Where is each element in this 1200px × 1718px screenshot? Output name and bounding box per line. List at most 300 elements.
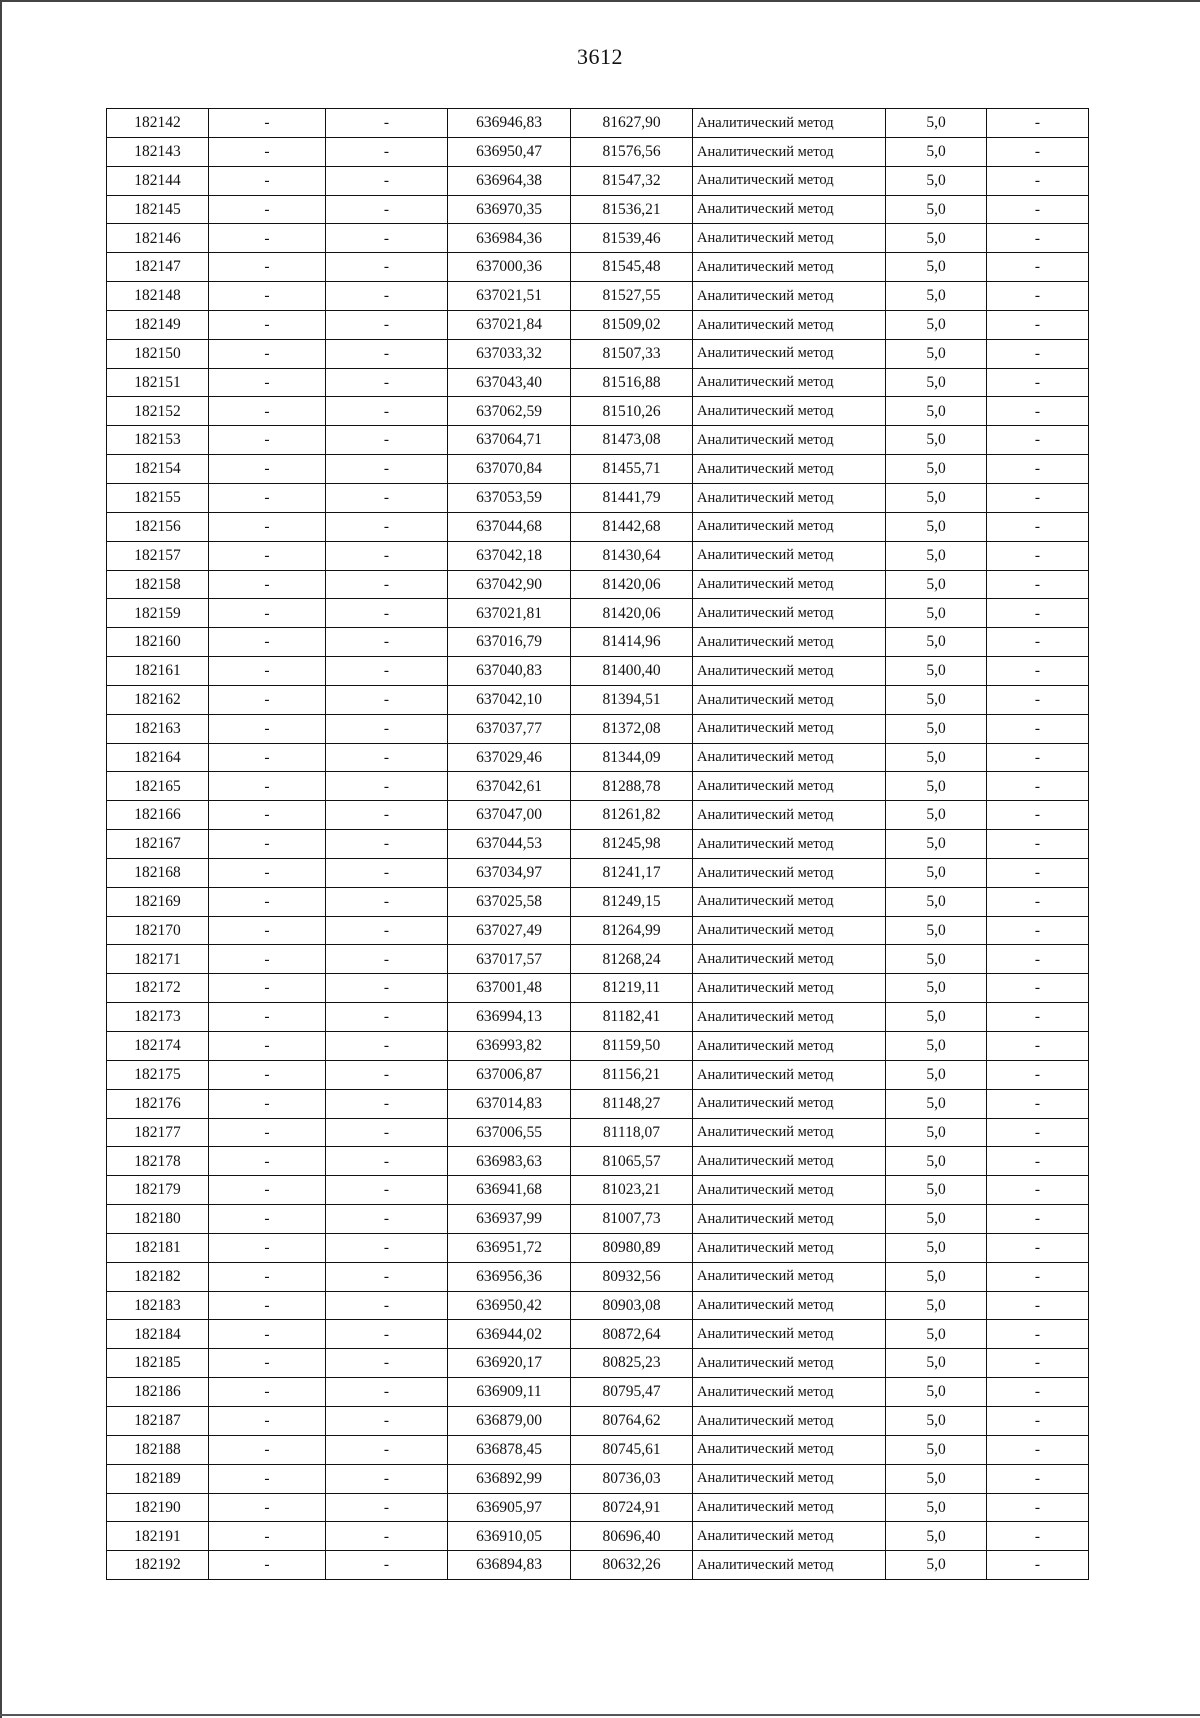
blank-cell-2: - bbox=[326, 426, 448, 455]
blank-cell-3: - bbox=[987, 483, 1089, 512]
x-coordinate-cell: 637027,49 bbox=[448, 916, 571, 945]
method-cell: Аналитический метод bbox=[693, 1176, 886, 1205]
blank-cell-1: - bbox=[209, 1522, 326, 1551]
x-coordinate-cell: 636956,36 bbox=[448, 1262, 571, 1291]
table-row bbox=[107, 310, 1089, 339]
blank-cell-1: - bbox=[209, 743, 326, 772]
point-number-cell: 182146 bbox=[107, 224, 209, 253]
blank-cell-3: - bbox=[987, 1060, 1089, 1089]
method-cell: Аналитический метод bbox=[693, 253, 886, 282]
blank-cell-3: - bbox=[987, 310, 1089, 339]
x-coordinate-cell: 637014,83 bbox=[448, 1089, 571, 1118]
y-coordinate-cell: 81473,08 bbox=[571, 426, 693, 455]
blank-cell-2: - bbox=[326, 1233, 448, 1262]
blank-cell-2: - bbox=[326, 310, 448, 339]
method-cell: Аналитический метод bbox=[693, 397, 886, 426]
accuracy-cell: 5,0 bbox=[886, 1522, 987, 1551]
point-number-cell: 182156 bbox=[107, 512, 209, 541]
x-coordinate-cell: 637017,57 bbox=[448, 945, 571, 974]
point-number-cell: 182176 bbox=[107, 1089, 209, 1118]
blank-cell-1: - bbox=[209, 397, 326, 426]
blank-cell-3: - bbox=[987, 1320, 1089, 1349]
blank-cell-2: - bbox=[326, 599, 448, 628]
point-number-cell: 182157 bbox=[107, 541, 209, 570]
method-cell: Аналитический метод bbox=[693, 1089, 886, 1118]
table-row bbox=[107, 1262, 1089, 1291]
method-cell: Аналитический метод bbox=[693, 1291, 886, 1320]
blank-cell-1: - bbox=[209, 137, 326, 166]
point-number-cell: 182166 bbox=[107, 801, 209, 830]
table-row bbox=[107, 714, 1089, 743]
blank-cell-3: - bbox=[987, 887, 1089, 916]
y-coordinate-cell: 81539,46 bbox=[571, 224, 693, 253]
method-cell: Аналитический метод bbox=[693, 570, 886, 599]
blank-cell-1: - bbox=[209, 282, 326, 311]
y-coordinate-cell: 81394,51 bbox=[571, 685, 693, 714]
table-row bbox=[107, 253, 1089, 282]
point-number-cell: 182172 bbox=[107, 974, 209, 1003]
table-row bbox=[107, 137, 1089, 166]
point-number-cell: 182192 bbox=[107, 1551, 209, 1580]
blank-cell-3: - bbox=[987, 685, 1089, 714]
table-row bbox=[107, 887, 1089, 916]
point-number-cell: 182182 bbox=[107, 1262, 209, 1291]
blank-cell-1: - bbox=[209, 1032, 326, 1061]
method-cell: Аналитический метод bbox=[693, 368, 886, 397]
blank-cell-3: - bbox=[987, 282, 1089, 311]
method-cell: Аналитический метод bbox=[693, 137, 886, 166]
x-coordinate-cell: 636937,99 bbox=[448, 1205, 571, 1234]
table-row bbox=[107, 1493, 1089, 1522]
table-row bbox=[107, 282, 1089, 311]
table-row bbox=[107, 512, 1089, 541]
y-coordinate-cell: 81261,82 bbox=[571, 801, 693, 830]
blank-cell-2: - bbox=[326, 1176, 448, 1205]
point-number-cell: 182180 bbox=[107, 1205, 209, 1234]
method-cell: Аналитический метод bbox=[693, 1435, 886, 1464]
table-row bbox=[107, 1176, 1089, 1205]
table-row bbox=[107, 483, 1089, 512]
x-coordinate-cell: 636984,36 bbox=[448, 224, 571, 253]
table-row bbox=[107, 1464, 1089, 1493]
blank-cell-1: - bbox=[209, 657, 326, 686]
blank-cell-2: - bbox=[326, 830, 448, 859]
method-cell: Аналитический метод bbox=[693, 916, 886, 945]
method-cell: Аналитический метод bbox=[693, 858, 886, 887]
accuracy-cell: 5,0 bbox=[886, 137, 987, 166]
y-coordinate-cell: 80724,91 bbox=[571, 1493, 693, 1522]
blank-cell-1: - bbox=[209, 628, 326, 657]
table-row bbox=[107, 685, 1089, 714]
method-cell: Аналитический метод bbox=[693, 1493, 886, 1522]
accuracy-cell: 5,0 bbox=[886, 1032, 987, 1061]
y-coordinate-cell: 81159,50 bbox=[571, 1032, 693, 1061]
x-coordinate-cell: 637006,55 bbox=[448, 1118, 571, 1147]
table-row bbox=[107, 109, 1089, 138]
accuracy-cell: 5,0 bbox=[886, 1320, 987, 1349]
blank-cell-3: - bbox=[987, 1118, 1089, 1147]
accuracy-cell: 5,0 bbox=[886, 224, 987, 253]
point-number-cell: 182174 bbox=[107, 1032, 209, 1061]
table-row bbox=[107, 599, 1089, 628]
y-coordinate-cell: 81516,88 bbox=[571, 368, 693, 397]
table-row bbox=[107, 945, 1089, 974]
blank-cell-1: - bbox=[209, 1118, 326, 1147]
method-cell: Аналитический метод bbox=[693, 1060, 886, 1089]
method-cell: Аналитический метод bbox=[693, 1522, 886, 1551]
blank-cell-2: - bbox=[326, 887, 448, 916]
blank-cell-1: - bbox=[209, 830, 326, 859]
blank-cell-1: - bbox=[209, 1291, 326, 1320]
blank-cell-2: - bbox=[326, 1522, 448, 1551]
blank-cell-2: - bbox=[326, 483, 448, 512]
table-row bbox=[107, 657, 1089, 686]
accuracy-cell: 5,0 bbox=[886, 570, 987, 599]
method-cell: Аналитический метод bbox=[693, 224, 886, 253]
accuracy-cell: 5,0 bbox=[886, 1349, 987, 1378]
blank-cell-3: - bbox=[987, 1089, 1089, 1118]
accuracy-cell: 5,0 bbox=[886, 657, 987, 686]
table-row bbox=[107, 224, 1089, 253]
blank-cell-2: - bbox=[326, 801, 448, 830]
blank-cell-3: - bbox=[987, 570, 1089, 599]
table-row bbox=[107, 570, 1089, 599]
blank-cell-2: - bbox=[326, 1060, 448, 1089]
accuracy-cell: 5,0 bbox=[886, 109, 987, 138]
point-number-cell: 182162 bbox=[107, 685, 209, 714]
y-coordinate-cell: 80872,64 bbox=[571, 1320, 693, 1349]
x-coordinate-cell: 636910,05 bbox=[448, 1522, 571, 1551]
blank-cell-1: - bbox=[209, 195, 326, 224]
point-number-cell: 182186 bbox=[107, 1378, 209, 1407]
point-number-cell: 182155 bbox=[107, 483, 209, 512]
accuracy-cell: 5,0 bbox=[886, 1003, 987, 1032]
blank-cell-2: - bbox=[326, 1032, 448, 1061]
blank-cell-3: - bbox=[987, 1551, 1089, 1580]
point-number-cell: 182165 bbox=[107, 772, 209, 801]
accuracy-cell: 5,0 bbox=[886, 1060, 987, 1089]
blank-cell-2: - bbox=[326, 1205, 448, 1234]
x-coordinate-cell: 636944,02 bbox=[448, 1320, 571, 1349]
x-coordinate-cell: 637044,68 bbox=[448, 512, 571, 541]
blank-cell-2: - bbox=[326, 1551, 448, 1580]
blank-cell-1: - bbox=[209, 1493, 326, 1522]
y-coordinate-cell: 80736,03 bbox=[571, 1464, 693, 1493]
table-row bbox=[107, 1291, 1089, 1320]
y-coordinate-cell: 81372,08 bbox=[571, 714, 693, 743]
accuracy-cell: 5,0 bbox=[886, 512, 987, 541]
accuracy-cell: 5,0 bbox=[886, 1176, 987, 1205]
method-cell: Аналитический метод bbox=[693, 628, 886, 657]
method-cell: Аналитический метод bbox=[693, 1262, 886, 1291]
accuracy-cell: 5,0 bbox=[886, 483, 987, 512]
point-number-cell: 182147 bbox=[107, 253, 209, 282]
accuracy-cell: 5,0 bbox=[886, 1291, 987, 1320]
blank-cell-1: - bbox=[209, 512, 326, 541]
blank-cell-3: - bbox=[987, 339, 1089, 368]
accuracy-cell: 5,0 bbox=[886, 743, 987, 772]
accuracy-cell: 5,0 bbox=[886, 1378, 987, 1407]
blank-cell-3: - bbox=[987, 195, 1089, 224]
method-cell: Аналитический метод bbox=[693, 195, 886, 224]
blank-cell-1: - bbox=[209, 483, 326, 512]
x-coordinate-cell: 636920,17 bbox=[448, 1349, 571, 1378]
method-cell: Аналитический метод bbox=[693, 310, 886, 339]
x-coordinate-cell: 637021,81 bbox=[448, 599, 571, 628]
method-cell: Аналитический метод bbox=[693, 714, 886, 743]
table-row bbox=[107, 1349, 1089, 1378]
blank-cell-2: - bbox=[326, 1003, 448, 1032]
table-row bbox=[107, 1089, 1089, 1118]
y-coordinate-cell: 81430,64 bbox=[571, 541, 693, 570]
accuracy-cell: 5,0 bbox=[886, 1147, 987, 1176]
x-coordinate-cell: 636950,42 bbox=[448, 1291, 571, 1320]
y-coordinate-cell: 81507,33 bbox=[571, 339, 693, 368]
blank-cell-3: - bbox=[987, 109, 1089, 138]
blank-cell-1: - bbox=[209, 887, 326, 916]
blank-cell-2: - bbox=[326, 1089, 448, 1118]
y-coordinate-cell: 81627,90 bbox=[571, 109, 693, 138]
y-coordinate-cell: 81148,27 bbox=[571, 1089, 693, 1118]
method-cell: Аналитический метод bbox=[693, 1349, 886, 1378]
blank-cell-3: - bbox=[987, 541, 1089, 570]
blank-cell-3: - bbox=[987, 1205, 1089, 1234]
blank-cell-3: - bbox=[987, 628, 1089, 657]
x-coordinate-cell: 637001,48 bbox=[448, 974, 571, 1003]
blank-cell-3: - bbox=[987, 1003, 1089, 1032]
scan-border-left bbox=[0, 0, 2, 1718]
blank-cell-1: - bbox=[209, 1349, 326, 1378]
table-row bbox=[107, 1522, 1089, 1551]
accuracy-cell: 5,0 bbox=[886, 195, 987, 224]
method-cell: Аналитический метод bbox=[693, 426, 886, 455]
method-cell: Аналитический метод bbox=[693, 1205, 886, 1234]
y-coordinate-cell: 81118,07 bbox=[571, 1118, 693, 1147]
blank-cell-1: - bbox=[209, 1003, 326, 1032]
blank-cell-1: - bbox=[209, 1233, 326, 1262]
table-row bbox=[107, 1032, 1089, 1061]
x-coordinate-cell: 636993,82 bbox=[448, 1032, 571, 1061]
blank-cell-2: - bbox=[326, 858, 448, 887]
blank-cell-3: - bbox=[987, 397, 1089, 426]
blank-cell-2: - bbox=[326, 714, 448, 743]
blank-cell-3: - bbox=[987, 1291, 1089, 1320]
accuracy-cell: 5,0 bbox=[886, 1435, 987, 1464]
accuracy-cell: 5,0 bbox=[886, 310, 987, 339]
y-coordinate-cell: 81249,15 bbox=[571, 887, 693, 916]
accuracy-cell: 5,0 bbox=[886, 1089, 987, 1118]
blank-cell-1: - bbox=[209, 685, 326, 714]
blank-cell-1: - bbox=[209, 714, 326, 743]
method-cell: Аналитический метод bbox=[693, 1147, 886, 1176]
table-row bbox=[107, 1320, 1089, 1349]
table-row bbox=[107, 858, 1089, 887]
point-number-cell: 182188 bbox=[107, 1435, 209, 1464]
table-row bbox=[107, 426, 1089, 455]
blank-cell-1: - bbox=[209, 224, 326, 253]
x-coordinate-cell: 637062,59 bbox=[448, 397, 571, 426]
x-coordinate-cell: 636994,13 bbox=[448, 1003, 571, 1032]
point-number-cell: 182181 bbox=[107, 1233, 209, 1262]
method-cell: Аналитический метод bbox=[693, 483, 886, 512]
blank-cell-2: - bbox=[326, 368, 448, 397]
accuracy-cell: 5,0 bbox=[886, 1205, 987, 1234]
table-row bbox=[107, 397, 1089, 426]
blank-cell-2: - bbox=[326, 137, 448, 166]
table-row bbox=[107, 628, 1089, 657]
point-number-cell: 182168 bbox=[107, 858, 209, 887]
point-number-cell: 182191 bbox=[107, 1522, 209, 1551]
x-coordinate-cell: 637042,10 bbox=[448, 685, 571, 714]
blank-cell-1: - bbox=[209, 974, 326, 1003]
blank-cell-2: - bbox=[326, 657, 448, 686]
point-number-cell: 182179 bbox=[107, 1176, 209, 1205]
blank-cell-1: - bbox=[209, 426, 326, 455]
method-cell: Аналитический метод bbox=[693, 1233, 886, 1262]
y-coordinate-cell: 81023,21 bbox=[571, 1176, 693, 1205]
y-coordinate-cell: 80696,40 bbox=[571, 1522, 693, 1551]
blank-cell-3: - bbox=[987, 945, 1089, 974]
y-coordinate-cell: 80903,08 bbox=[571, 1291, 693, 1320]
blank-cell-1: - bbox=[209, 772, 326, 801]
accuracy-cell: 5,0 bbox=[886, 628, 987, 657]
x-coordinate-cell: 636970,35 bbox=[448, 195, 571, 224]
y-coordinate-cell: 81547,32 bbox=[571, 166, 693, 195]
x-coordinate-cell: 637016,79 bbox=[448, 628, 571, 657]
blank-cell-3: - bbox=[987, 1522, 1089, 1551]
point-number-cell: 182151 bbox=[107, 368, 209, 397]
accuracy-cell: 5,0 bbox=[886, 599, 987, 628]
x-coordinate-cell: 636879,00 bbox=[448, 1406, 571, 1435]
blank-cell-3: - bbox=[987, 1147, 1089, 1176]
blank-cell-3: - bbox=[987, 801, 1089, 830]
x-coordinate-cell: 637034,97 bbox=[448, 858, 571, 887]
accuracy-cell: 5,0 bbox=[886, 945, 987, 974]
blank-cell-3: - bbox=[987, 714, 1089, 743]
point-number-cell: 182158 bbox=[107, 570, 209, 599]
y-coordinate-cell: 80632,26 bbox=[571, 1551, 693, 1580]
blank-cell-1: - bbox=[209, 166, 326, 195]
x-coordinate-cell: 636964,38 bbox=[448, 166, 571, 195]
table-row bbox=[107, 1378, 1089, 1407]
blank-cell-1: - bbox=[209, 310, 326, 339]
x-coordinate-cell: 636941,68 bbox=[448, 1176, 571, 1205]
method-cell: Аналитический метод bbox=[693, 166, 886, 195]
method-cell: Аналитический метод bbox=[693, 772, 886, 801]
table-row bbox=[107, 368, 1089, 397]
blank-cell-1: - bbox=[209, 945, 326, 974]
point-number-cell: 182187 bbox=[107, 1406, 209, 1435]
blank-cell-3: - bbox=[987, 1493, 1089, 1522]
blank-cell-2: - bbox=[326, 772, 448, 801]
point-number-cell: 182169 bbox=[107, 887, 209, 916]
y-coordinate-cell: 81442,68 bbox=[571, 512, 693, 541]
blank-cell-2: - bbox=[326, 1378, 448, 1407]
method-cell: Аналитический метод bbox=[693, 1464, 886, 1493]
method-cell: Аналитический метод bbox=[693, 743, 886, 772]
blank-cell-3: - bbox=[987, 743, 1089, 772]
y-coordinate-cell: 81245,98 bbox=[571, 830, 693, 859]
point-number-cell: 182149 bbox=[107, 310, 209, 339]
blank-cell-3: - bbox=[987, 916, 1089, 945]
y-coordinate-cell: 81414,96 bbox=[571, 628, 693, 657]
blank-cell-2: - bbox=[326, 512, 448, 541]
blank-cell-3: - bbox=[987, 253, 1089, 282]
x-coordinate-cell: 637000,36 bbox=[448, 253, 571, 282]
x-coordinate-cell: 637021,51 bbox=[448, 282, 571, 311]
blank-cell-2: - bbox=[326, 541, 448, 570]
blank-cell-1: - bbox=[209, 1551, 326, 1580]
blank-cell-2: - bbox=[326, 253, 448, 282]
point-number-cell: 182153 bbox=[107, 426, 209, 455]
table-row bbox=[107, 743, 1089, 772]
point-number-cell: 182189 bbox=[107, 1464, 209, 1493]
x-coordinate-cell: 636905,97 bbox=[448, 1493, 571, 1522]
accuracy-cell: 5,0 bbox=[886, 1493, 987, 1522]
x-coordinate-cell: 636878,45 bbox=[448, 1435, 571, 1464]
x-coordinate-cell: 637021,84 bbox=[448, 310, 571, 339]
blank-cell-1: - bbox=[209, 1435, 326, 1464]
accuracy-cell: 5,0 bbox=[886, 339, 987, 368]
point-number-cell: 182145 bbox=[107, 195, 209, 224]
blank-cell-3: - bbox=[987, 1349, 1089, 1378]
blank-cell-2: - bbox=[326, 1291, 448, 1320]
blank-cell-1: - bbox=[209, 1060, 326, 1089]
y-coordinate-cell: 81536,21 bbox=[571, 195, 693, 224]
accuracy-cell: 5,0 bbox=[886, 1464, 987, 1493]
blank-cell-1: - bbox=[209, 253, 326, 282]
blank-cell-3: - bbox=[987, 137, 1089, 166]
y-coordinate-cell: 80825,23 bbox=[571, 1349, 693, 1378]
blank-cell-3: - bbox=[987, 1435, 1089, 1464]
table-row bbox=[107, 1003, 1089, 1032]
method-cell: Аналитический метод bbox=[693, 974, 886, 1003]
accuracy-cell: 5,0 bbox=[886, 685, 987, 714]
blank-cell-3: - bbox=[987, 858, 1089, 887]
blank-cell-3: - bbox=[987, 426, 1089, 455]
blank-cell-2: - bbox=[326, 1320, 448, 1349]
blank-cell-2: - bbox=[326, 166, 448, 195]
x-coordinate-cell: 637043,40 bbox=[448, 368, 571, 397]
method-cell: Аналитический метод bbox=[693, 1032, 886, 1061]
blank-cell-2: - bbox=[326, 1464, 448, 1493]
blank-cell-2: - bbox=[326, 1147, 448, 1176]
table-row bbox=[107, 974, 1089, 1003]
blank-cell-2: - bbox=[326, 1406, 448, 1435]
blank-cell-1: - bbox=[209, 1147, 326, 1176]
x-coordinate-cell: 636909,11 bbox=[448, 1378, 571, 1407]
accuracy-cell: 5,0 bbox=[886, 974, 987, 1003]
coordinates-table bbox=[106, 108, 1089, 1580]
method-cell: Аналитический метод bbox=[693, 109, 886, 138]
y-coordinate-cell: 81441,79 bbox=[571, 483, 693, 512]
method-cell: Аналитический метод bbox=[693, 1320, 886, 1349]
blank-cell-1: - bbox=[209, 1464, 326, 1493]
blank-cell-2: - bbox=[326, 1118, 448, 1147]
blank-cell-2: - bbox=[326, 1349, 448, 1378]
point-number-cell: 182161 bbox=[107, 657, 209, 686]
blank-cell-1: - bbox=[209, 1262, 326, 1291]
table-row bbox=[107, 1435, 1089, 1464]
y-coordinate-cell: 80795,47 bbox=[571, 1378, 693, 1407]
table-row bbox=[107, 1205, 1089, 1234]
y-coordinate-cell: 81455,71 bbox=[571, 455, 693, 484]
x-coordinate-cell: 637044,53 bbox=[448, 830, 571, 859]
accuracy-cell: 5,0 bbox=[886, 1406, 987, 1435]
y-coordinate-cell: 81545,48 bbox=[571, 253, 693, 282]
blank-cell-1: - bbox=[209, 1406, 326, 1435]
accuracy-cell: 5,0 bbox=[886, 801, 987, 830]
